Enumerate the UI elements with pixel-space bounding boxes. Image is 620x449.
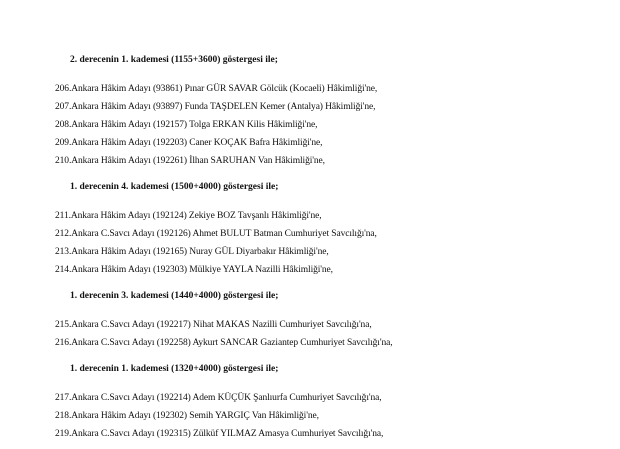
section-heading: 1. derecenin 3. kademesi (1440+4000) göstergesi ile; <box>70 291 279 301</box>
appointment-entry: 208.Ankara Hâkim Adayı (192157) Tolga ERKAN Kilis Hâkimliği'ne, <box>55 120 318 130</box>
appointment-entry: 214.Ankara Hâkim Adayı (192303) Mülkiye YAYLA Nazilli Hâkimliği'ne, <box>55 265 333 275</box>
appointment-entry: 207.Ankara Hâkim Adayı (93897) Funda TAŞDELEN Kemer (Antalya) Hâkimliği'ne, <box>55 102 376 112</box>
appointment-entry: 211.Ankara Hâkim Adayı (192124) Zekiye BOZ Tavşanlı Hâkimliği'ne, <box>55 211 322 221</box>
section-heading: 1. derecenin 1. kademesi (1320+4000) göstergesi ile; <box>70 364 279 374</box>
appointment-entry: 216.Ankara C.Savcı Adayı (192258) Aykurt SANCAR Gaziantep Cumhuriyet Savcılığı'na, <box>55 338 393 348</box>
appointment-entry: 215.Ankara C.Savcı Adayı (192217) Nihat MAKAS Nazilli Cumhuriyet Savcılığı'na, <box>55 320 372 330</box>
appointment-entry: 218.Ankara Hâkim Adayı (192302) Semih YARGIÇ Van Hâkimliği'ne, <box>55 411 319 421</box>
appointment-entry: 217.Ankara C.Savcı Adayı (192214) Adem KÜÇÜK Şanlıurfa Cumhuriyet Savcılığı'na, <box>55 393 382 403</box>
appointment-entry: 209.Ankara Hâkim Adayı (192203) Caner KOÇAK Bafra Hâkimliği'ne, <box>55 138 323 148</box>
section-heading: 2. derecenin 1. kademesi (1155+3600) göstergesi ile; <box>70 55 278 65</box>
section-heading: 1. derecenin 4. kademesi (1500+4000) göstergesi ile; <box>70 182 279 192</box>
appointment-entry: 210.Ankara Hâkim Adayı (192261) İlhan SARUHAN Van Hâkimliği'ne, <box>55 156 325 166</box>
appointment-entry: 212.Ankara C.Savcı Adayı (192126) Ahmet BULUT Batman Cumhuriyet Savcılığı'na, <box>55 229 377 239</box>
appointment-entry: 206.Ankara Hâkim Adayı (93861) Pınar GÜR SAVAR Gölcük (Kocaeli) Hâkimliği'ne, <box>55 84 378 94</box>
appointment-entry: 219.Ankara C.Savcı Adayı (192315) Zülküf YILMAZ Amasya Cumhuriyet Savcılığı'na, <box>55 429 384 439</box>
appointment-entry: 213.Ankara Hâkim Adayı (192165) Nuray GÜL Diyarbakır Hâkimliği'ne, <box>55 247 329 257</box>
